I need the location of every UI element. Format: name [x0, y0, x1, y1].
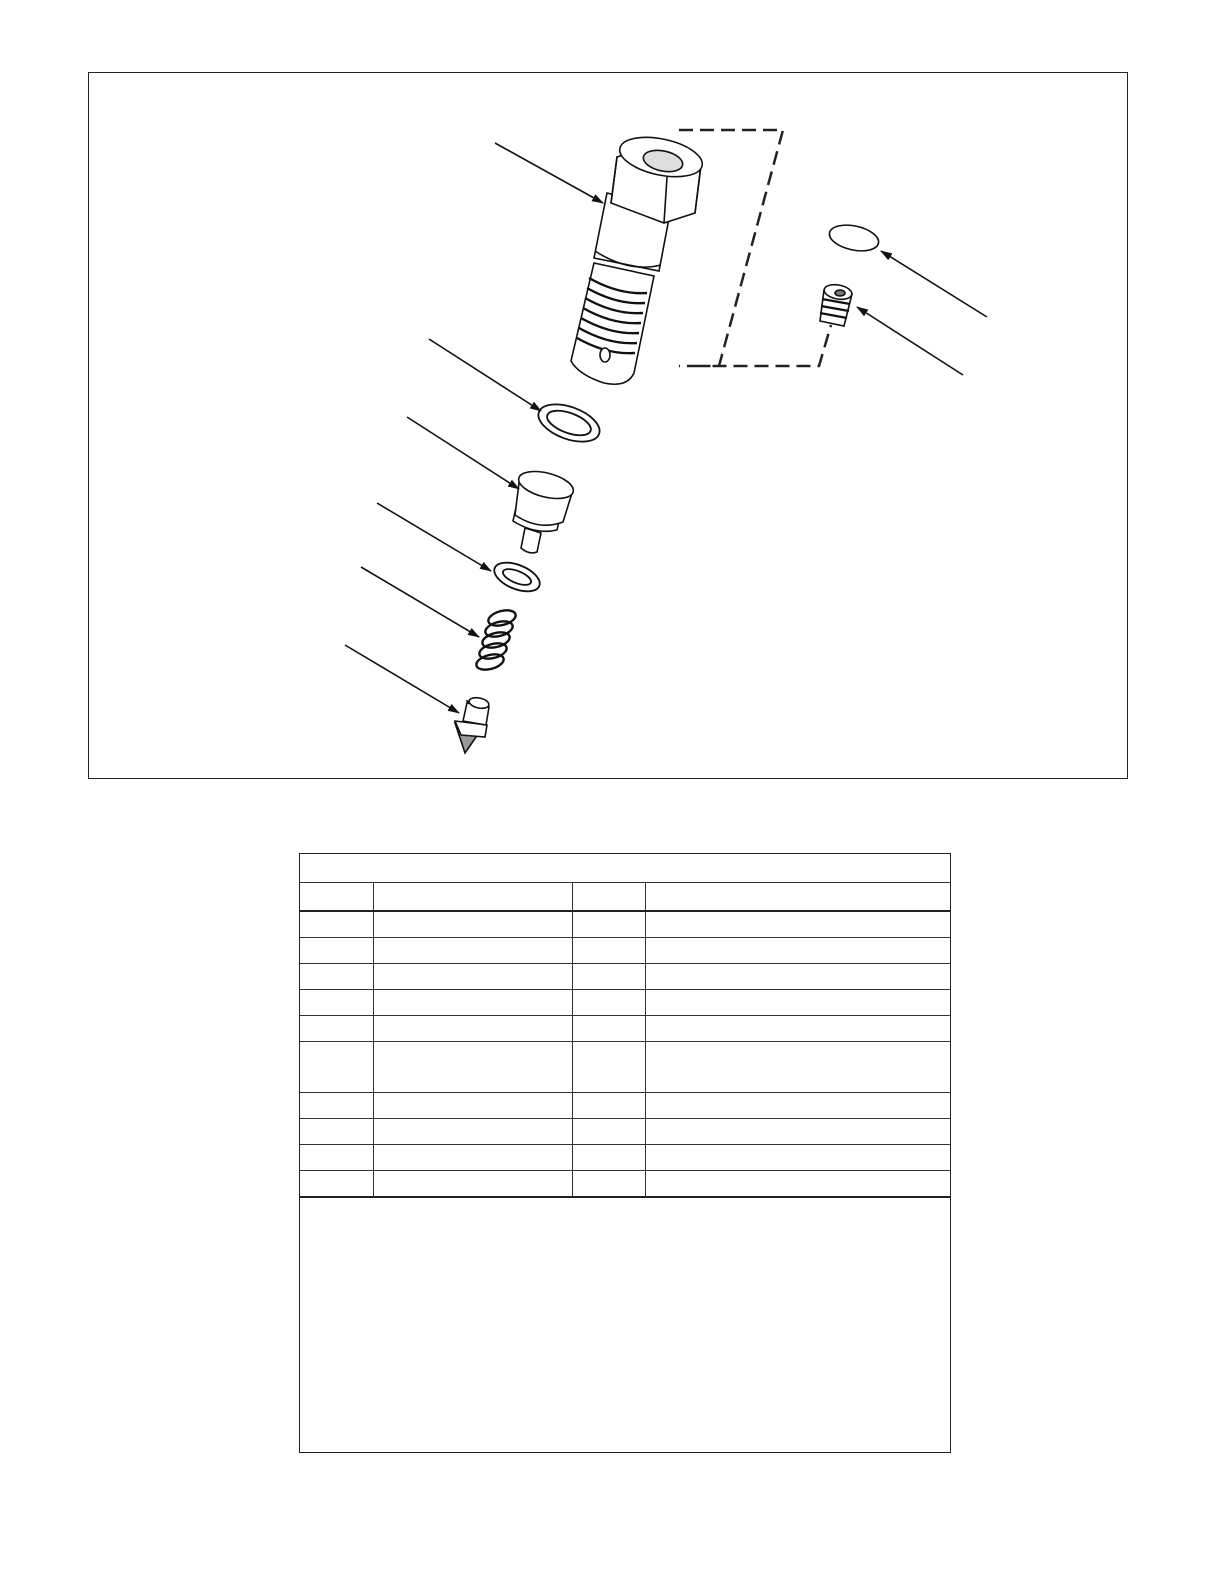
table-row	[300, 938, 950, 964]
exploded-diagram-frame	[88, 72, 1128, 779]
table-cell	[373, 1171, 572, 1198]
table-cell	[373, 1042, 572, 1093]
table-cell	[300, 1171, 373, 1198]
parts-list-table	[299, 853, 951, 1453]
table-cell	[572, 938, 645, 964]
table-cell	[300, 938, 373, 964]
parts-grid	[300, 882, 950, 1198]
set-screw	[820, 283, 853, 326]
table-cell	[645, 1145, 950, 1171]
table-row	[300, 1042, 950, 1093]
table-row	[300, 1171, 950, 1198]
table-cell	[300, 911, 373, 938]
table-cell	[373, 1119, 572, 1145]
table-title	[300, 854, 950, 883]
table-row	[300, 1093, 950, 1119]
leader-gasket	[429, 339, 541, 411]
table-row	[300, 990, 950, 1016]
gasket	[533, 397, 604, 449]
leader-valve-plunger	[345, 645, 459, 713]
table-cell	[373, 990, 572, 1016]
table-cell	[300, 1093, 373, 1119]
exploded-view-diagram	[89, 73, 1129, 780]
table-cell	[645, 1042, 950, 1093]
leader-valve-body	[495, 143, 603, 203]
table-row	[300, 911, 950, 938]
header-cell	[300, 882, 373, 911]
leader-cap-disc	[881, 251, 987, 317]
table-cell	[645, 1016, 950, 1042]
table-cell	[373, 1093, 572, 1119]
table-cell	[572, 1119, 645, 1145]
table-cell	[572, 990, 645, 1016]
table-cell	[373, 1016, 572, 1042]
valve-seat	[513, 467, 576, 553]
table-cell	[572, 1145, 645, 1171]
header-cell	[373, 882, 572, 911]
leader-washer	[377, 503, 491, 571]
table-row	[300, 1119, 950, 1145]
washer	[490, 557, 543, 597]
table-cell	[572, 1016, 645, 1042]
leader-set-screw	[857, 307, 963, 375]
table-cell	[645, 938, 950, 964]
table-cell	[300, 1016, 373, 1042]
table-cell	[645, 990, 950, 1016]
table-cell	[373, 911, 572, 938]
table-cell	[373, 964, 572, 990]
leader-spring	[361, 567, 479, 637]
table-cell	[373, 938, 572, 964]
valve-body	[571, 131, 706, 385]
cap-disc	[827, 221, 881, 255]
header-cell	[645, 882, 950, 911]
table-cell	[300, 1119, 373, 1145]
table-cell	[300, 964, 373, 990]
table-row	[300, 964, 950, 990]
spring	[475, 608, 518, 673]
table-cell	[645, 1171, 950, 1198]
header-cell	[572, 882, 645, 911]
table-cell	[572, 1093, 645, 1119]
table-cell	[645, 911, 950, 938]
table-cell	[572, 911, 645, 938]
table-cell	[300, 1145, 373, 1171]
table-cell	[572, 964, 645, 990]
table-cell	[572, 1042, 645, 1093]
table-row	[300, 1016, 950, 1042]
table-header-row	[300, 882, 950, 911]
table-row	[300, 1145, 950, 1171]
table-cell	[373, 1145, 572, 1171]
table-cell	[645, 1119, 950, 1145]
table-cell	[645, 964, 950, 990]
table-cell	[572, 1171, 645, 1198]
leader-valve-seat	[407, 417, 519, 489]
table-cell	[645, 1093, 950, 1119]
table-cell	[300, 1042, 373, 1093]
table-cell	[300, 990, 373, 1016]
valve-plunger	[455, 696, 490, 753]
